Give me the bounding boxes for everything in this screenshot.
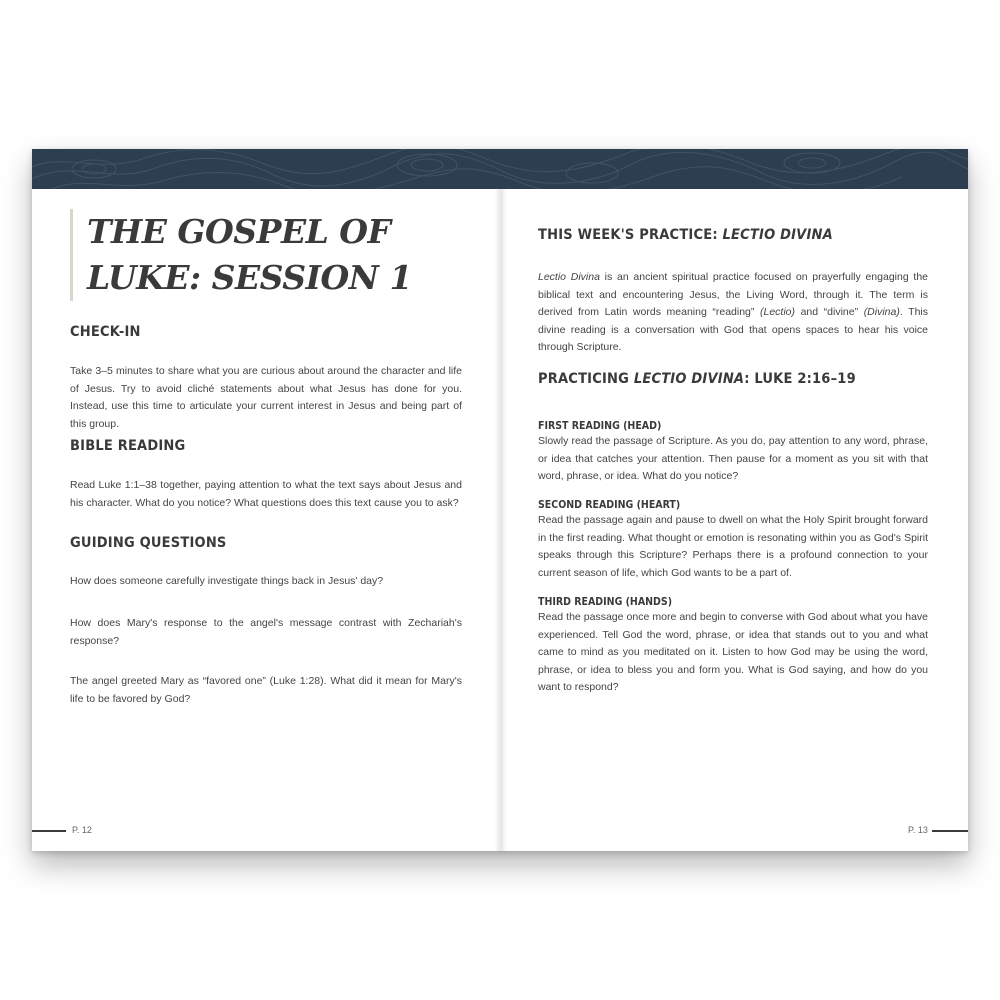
reading-heading: FIRST READING (HEAD) (538, 420, 662, 432)
practice-heading-italic: LECTIO DIVINA (722, 227, 833, 243)
bible-reading-text: Read Luke 1:1–38 together, paying attention to what the text says about Jesus and his character. What do you notice? What questions does this text cause you to ask? (70, 479, 462, 509)
left-page (32, 189, 500, 851)
topographic-banner (32, 149, 968, 189)
intro-text-3: . This divine reading is a conversation with God that opens spaces to hear his voice through Scripture. (538, 306, 928, 353)
practicing-heading-suffix: : LUKE 2:16–19 (744, 371, 856, 387)
reading-first (538, 420, 928, 486)
topographic-pattern-icon (32, 149, 968, 189)
page-number-left: P. 12 (72, 825, 92, 835)
intro-text-1: is an ancient spiritual practice focused on prayerfully engaging the biblical text and encountering Jesus, the Living Word, through it. The term is derived from Latin words meaning “reading” (538, 271, 928, 318)
right-page (500, 189, 968, 851)
reading-heading: SECOND READING (HEART) (538, 499, 681, 511)
title-line-1: THE GOSPEL OF (87, 212, 391, 251)
intro-text-2: and “divine” (795, 306, 864, 318)
practicing-heading-italic: LECTIO DIVINA (633, 371, 745, 387)
intro-italic-2: (Lectio) (759, 306, 795, 318)
practice-intro (538, 269, 928, 357)
intro-italic-3: (Divina) (863, 306, 900, 318)
guiding-question-1: How does someone carefully investigate things back in Jesus' day? (70, 575, 384, 587)
title-line-2: LUKE: SESSION 1 (87, 258, 412, 297)
reading-text: Read the passage again and pause to dwell on what the Holy Spirit brought forward in the first reading. What thought or emotion is resonating within you as God's Spirit speaks through this Scripture? Perhaps there is a profound connection to your current season of life, which God wants to be a part of. (538, 514, 928, 579)
practice-heading (538, 227, 833, 243)
practicing-heading-prefix: PRACTICING (538, 371, 634, 387)
reading-text: Read the passage once more and begin to converse with God about what you have experienced. Tell God the word, phrase, or idea that stands out to you and what came to mind as you meditated on it. Listen to how God may be using the word, phrase, or idea to bless you and form you. What is God saying, and how do you want to respond? (538, 611, 928, 693)
guiding-question-2: How does Mary's response to the angel's message contrast with Zechariah's response? (70, 617, 462, 647)
page-number-rule (932, 830, 968, 832)
practicing-heading (538, 371, 856, 387)
bible-reading-heading: BIBLE READING (70, 438, 186, 454)
reading-heading: THIRD READING (HANDS) (538, 596, 673, 608)
guiding-question-3: The angel greeted Mary as “favored one” (Luke 1:28). What did it mean for Mary's life to be favored by God? (70, 675, 462, 705)
reading-text: Slowly read the passage of Scripture. As you do, pay attention to any word, phrase, or idea that catches your attention. Then pause for a moment as you sit with that word, phrase, or idea. What do you notice? (538, 435, 928, 482)
reading-third (538, 596, 928, 697)
checkin-heading: CHECK-IN (70, 324, 141, 340)
intro-italic-1: Lectio Divina (538, 271, 600, 283)
checkin-text: Take 3–5 minutes to share what you are curious about around the character and life of Jesus. Try to avoid cliché statements about what Jesus has done for you. Instead, use this time to articulate your current interest in Jesus and being part of this group. (70, 365, 462, 430)
page-number-right: P. 13 (908, 825, 928, 835)
practice-heading-prefix: THIS WEEK'S PRACTICE: (538, 227, 723, 243)
session-title (70, 209, 417, 301)
reading-second (538, 499, 928, 582)
page-number-rule (32, 830, 66, 832)
guiding-questions-heading: GUIDING QUESTIONS (70, 535, 227, 551)
booklet-spread (32, 149, 968, 851)
